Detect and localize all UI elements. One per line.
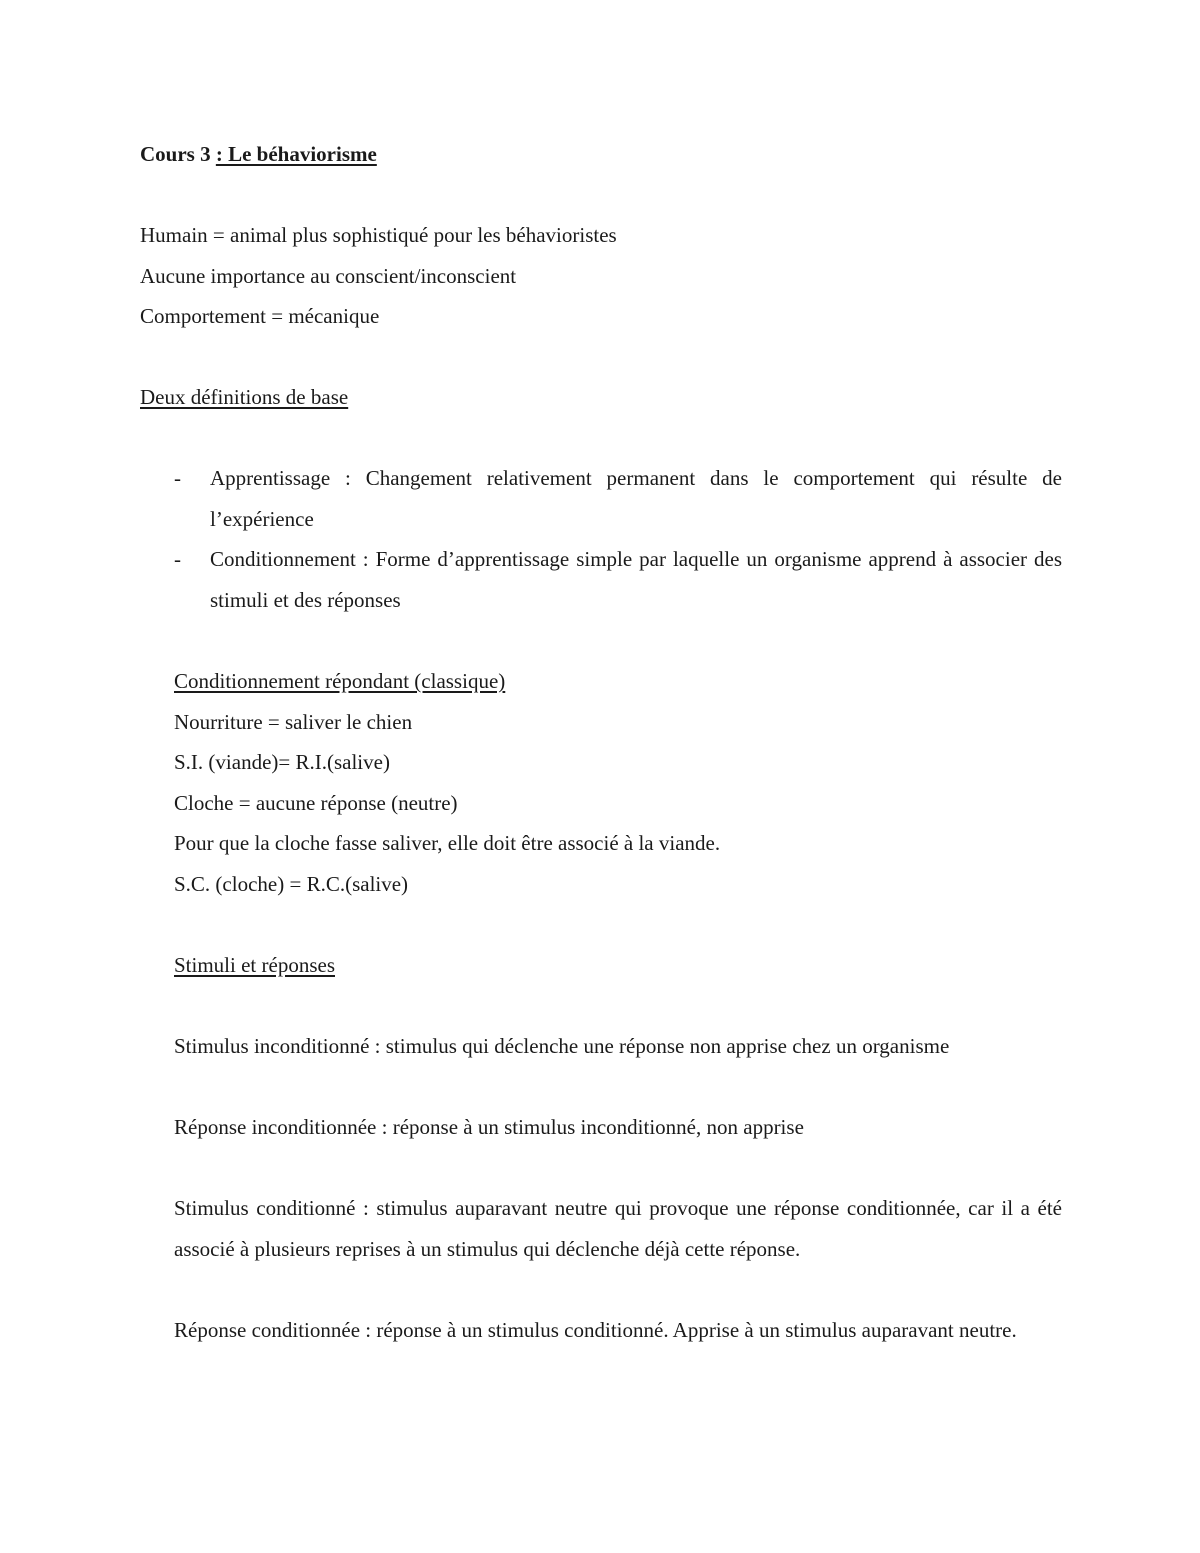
definitions-list bbox=[174, 458, 1062, 620]
stimuli-definitions bbox=[174, 1026, 1062, 1391]
stimulus-definition: Stimulus conditionné : stimulus auparavant neutre qui provoque une réponse conditionnée, car il a été associé à plusieurs reprises à un stimulus qui déclenche déjà cette réponse. bbox=[174, 1196, 1062, 1261]
stimulus-definition: Réponse inconditionnée : réponse à un stimulus inconditionné, non apprise bbox=[174, 1115, 804, 1139]
conditionnement-line: Pour que la cloche fasse saliver, elle doit être associé à la viande. bbox=[174, 831, 721, 855]
definition-text: Conditionnement : Forme d’apprentissage simple par laquelle un organisme apprend à associer des stimuli et des réponses bbox=[210, 547, 1062, 612]
conditionnement-line: S.I. (viande)= R.I.(salive) bbox=[174, 750, 390, 774]
list-item bbox=[174, 539, 1062, 620]
intro-line: Humain = animal plus sophistiqué pour les béhavioristes bbox=[140, 223, 617, 247]
conditionnement-heading: Conditionnement répondant (classique) bbox=[174, 669, 506, 693]
title-prefix: Cours 3 bbox=[140, 142, 216, 166]
bullet-dash: - bbox=[174, 466, 181, 490]
conditionnement-line: Cloche = aucune réponse (neutre) bbox=[174, 790, 458, 815]
intro-line: Aucune importance au conscient/inconscient bbox=[140, 263, 517, 288]
title-rest: : Le béhaviorisme bbox=[215, 142, 377, 166]
intro-line: Comportement = mécanique bbox=[140, 304, 380, 328]
page-title bbox=[140, 134, 377, 175]
stimuli-heading: Stimuli et réponses bbox=[174, 953, 335, 977]
conditionnement-line: Nourriture = saliver le chien bbox=[174, 709, 413, 734]
conditionnement-line: S.C. (cloche) = R.C.(salive) bbox=[174, 871, 409, 896]
list-item bbox=[174, 458, 1062, 539]
stimulus-definition: Stimulus inconditionné : stimulus qui déclenche une réponse non apprise chez un organisme bbox=[174, 1034, 950, 1058]
definition-text: Apprentissage : Changement relativement permanent dans le comportement qui résulte de l’expérience bbox=[210, 466, 1062, 531]
stimulus-definition: Réponse conditionnée : réponse à un stimulus conditionné. Apprise à un stimulus auparavant neutre. bbox=[174, 1317, 1017, 1342]
conditionnement-section bbox=[174, 661, 720, 904]
definitions-heading: Deux définitions de base bbox=[140, 385, 349, 409]
bullet-dash: - bbox=[174, 547, 181, 571]
intro-lines bbox=[140, 215, 617, 337]
